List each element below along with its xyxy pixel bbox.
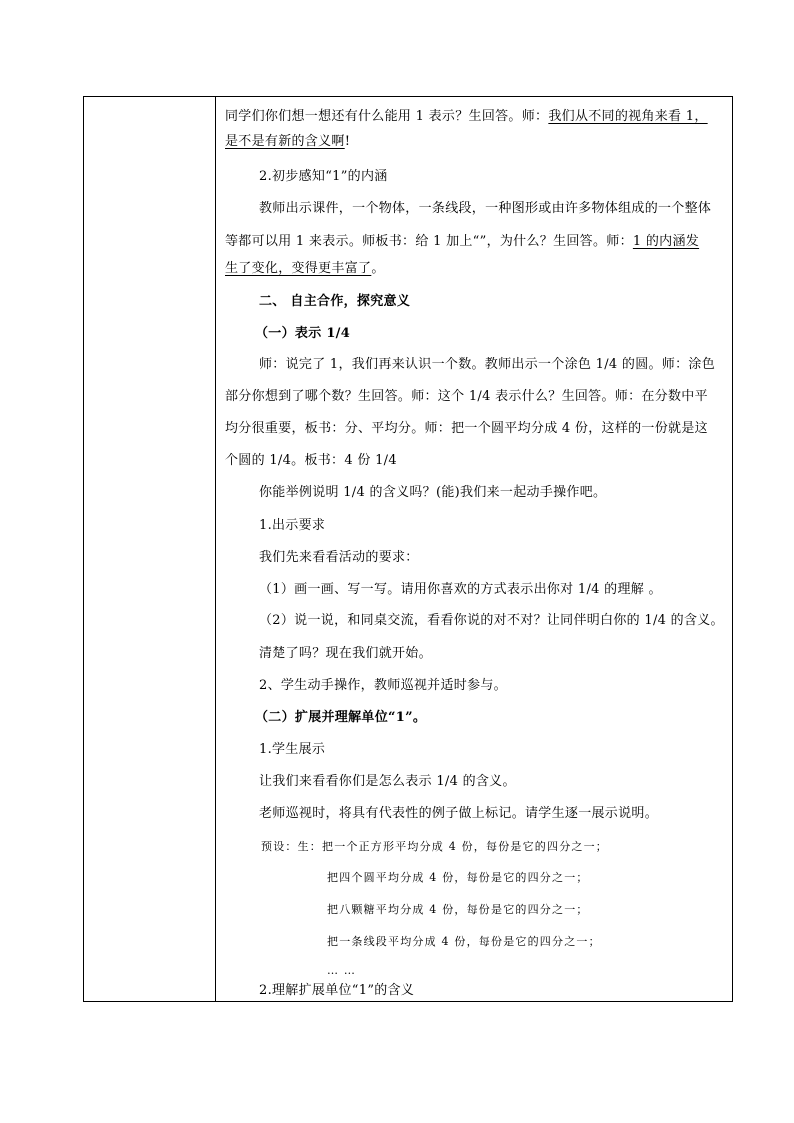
line-2 [225, 134, 350, 150]
paragraph-line: 2、学生动手操作，教师巡视并适时参与。 [259, 678, 507, 693]
line-6-underlined: 生了变化，变得更丰富了 [225, 261, 372, 276]
paragraph-line: 清楚了吗？现在我们就开始。 [259, 646, 432, 661]
paragraph-line: 个圆的 1/4。板书：4 份 1/4 [225, 453, 397, 468]
line-1-text: 同学们你们想一想还有什么能用 1 表示？生回答。师： [225, 109, 549, 124]
preset-line: 把八颗糖平均分成 4 份，每份是它的四分之一； [327, 903, 589, 916]
paragraph-line: 我们先来看看活动的要求： [259, 550, 419, 565]
paragraph-line [225, 234, 699, 250]
section-heading-2-1: 2.初步感知“1”的内涵 [259, 169, 388, 184]
paragraph-line: 你能举例说明 1/4 的含义吗？(能)我们来一起动手操作吧。 [259, 485, 607, 500]
line-6-end: 。 [371, 261, 385, 276]
lesson-table [83, 96, 733, 1002]
ellipsis-line: … … [327, 964, 357, 977]
paragraph-line: （2）说一说，和同桌交流，看看你说的对不对？让同伴明白你的 1/4 的含义。 [259, 613, 724, 628]
line-2-underlined: 是不是有新的含义啊 [225, 134, 345, 149]
line-5-underlined: 1 的内涵发 [632, 234, 700, 249]
paragraph-line: 师：说完了 1，我们再来认识一个数。教师出示一个涂色 1/4 的圆。师：涂色 [259, 357, 715, 372]
paragraph-line [225, 261, 385, 277]
section-heading-2: 二、 自主合作，探究意义 [259, 294, 411, 309]
preset-line: 把四个圆平均分成 4 份，每份是它的四分之一； [327, 871, 589, 884]
line-2-text: ! [344, 134, 351, 149]
line-1-underlined: 我们从不同的视角来看 1， [548, 109, 708, 124]
preset-line: 预设：生：把一个正方形平均分成 4 份，每份是它的四分之一； [261, 840, 608, 853]
preset-line: 把一条线段平均分成 4 份，每份是它的四分之一； [327, 935, 601, 948]
paragraph-line: 让我们来看看你们是怎么表示 1/4 的含义。 [259, 774, 516, 789]
paragraph-line: 教师出示课件，一个物体，一条线段，一种图形或由许多物体组成的一个整体 [259, 201, 712, 216]
paragraph-line: 老师巡视时，将具有代表性的例子做上标记。请学生逐一展示说明。 [259, 806, 659, 821]
paragraph-line: 均分很重要，板书：分、平均分。师：把一个圆平均分成 4 份，这样的一份就是这 [225, 421, 708, 436]
line-1 [225, 109, 708, 125]
paragraph-line: 1.出示要求 [259, 518, 326, 533]
paragraph-line: 1.学生展示 [259, 742, 326, 757]
section-heading-2-a: （一）表示 1/4 [255, 326, 351, 341]
paragraph-line: 2.理解扩展单位“1”的含义 [259, 983, 415, 998]
section-heading-2-b: （二）扩展并理解单位“1”。 [255, 710, 427, 725]
line-5-text: 等都可以用 1 来表示。师板书：给 1 加上“”，为什么？生回答。师： [225, 234, 633, 249]
column-divider [215, 97, 216, 1001]
paragraph-line: 部分你想到了哪个数？生回答。师：这个 1/4 表示什么？生回答。师：在分数中平 [225, 389, 708, 404]
paragraph-line: （1）画一画、写一写。请用你喜欢的方式表示出你对 1/4 的理解 。 [259, 582, 662, 597]
